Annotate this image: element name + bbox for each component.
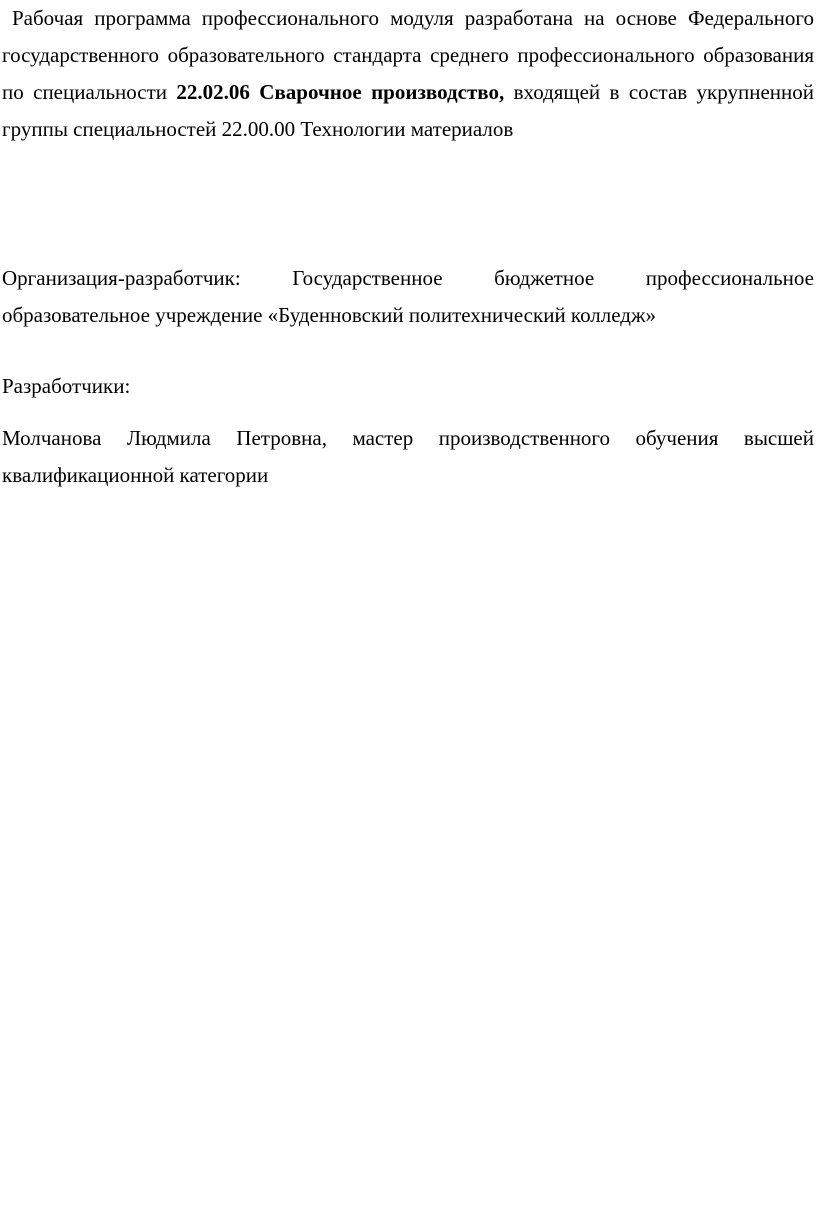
intro-paragraph — [2, 0, 814, 148]
developer-paragraph: Молчанова Людмила Петровна, мастер производственного обучения высшей квалификационной категории — [2, 426, 814, 487]
intro-text-start: Рабочая программа профессионального модуля разработана на основе Федерального государственного образовательного стандарта среднего профессионального образования по специальности — [2, 6, 814, 104]
specialty-code-name: 22.02.06 Сварочное производство, — [176, 80, 505, 104]
developers-label: Разработчики: — [2, 374, 131, 398]
intro-text-end: входящей в состав укрупненной группы специальностей 22.00.00 Технологии материалов — [2, 80, 814, 141]
organization-paragraph: Организация-разработчик: Государственное бюджетное профессиональное образовательное учреждение «Буденновский политехнический колледж» — [2, 266, 814, 327]
